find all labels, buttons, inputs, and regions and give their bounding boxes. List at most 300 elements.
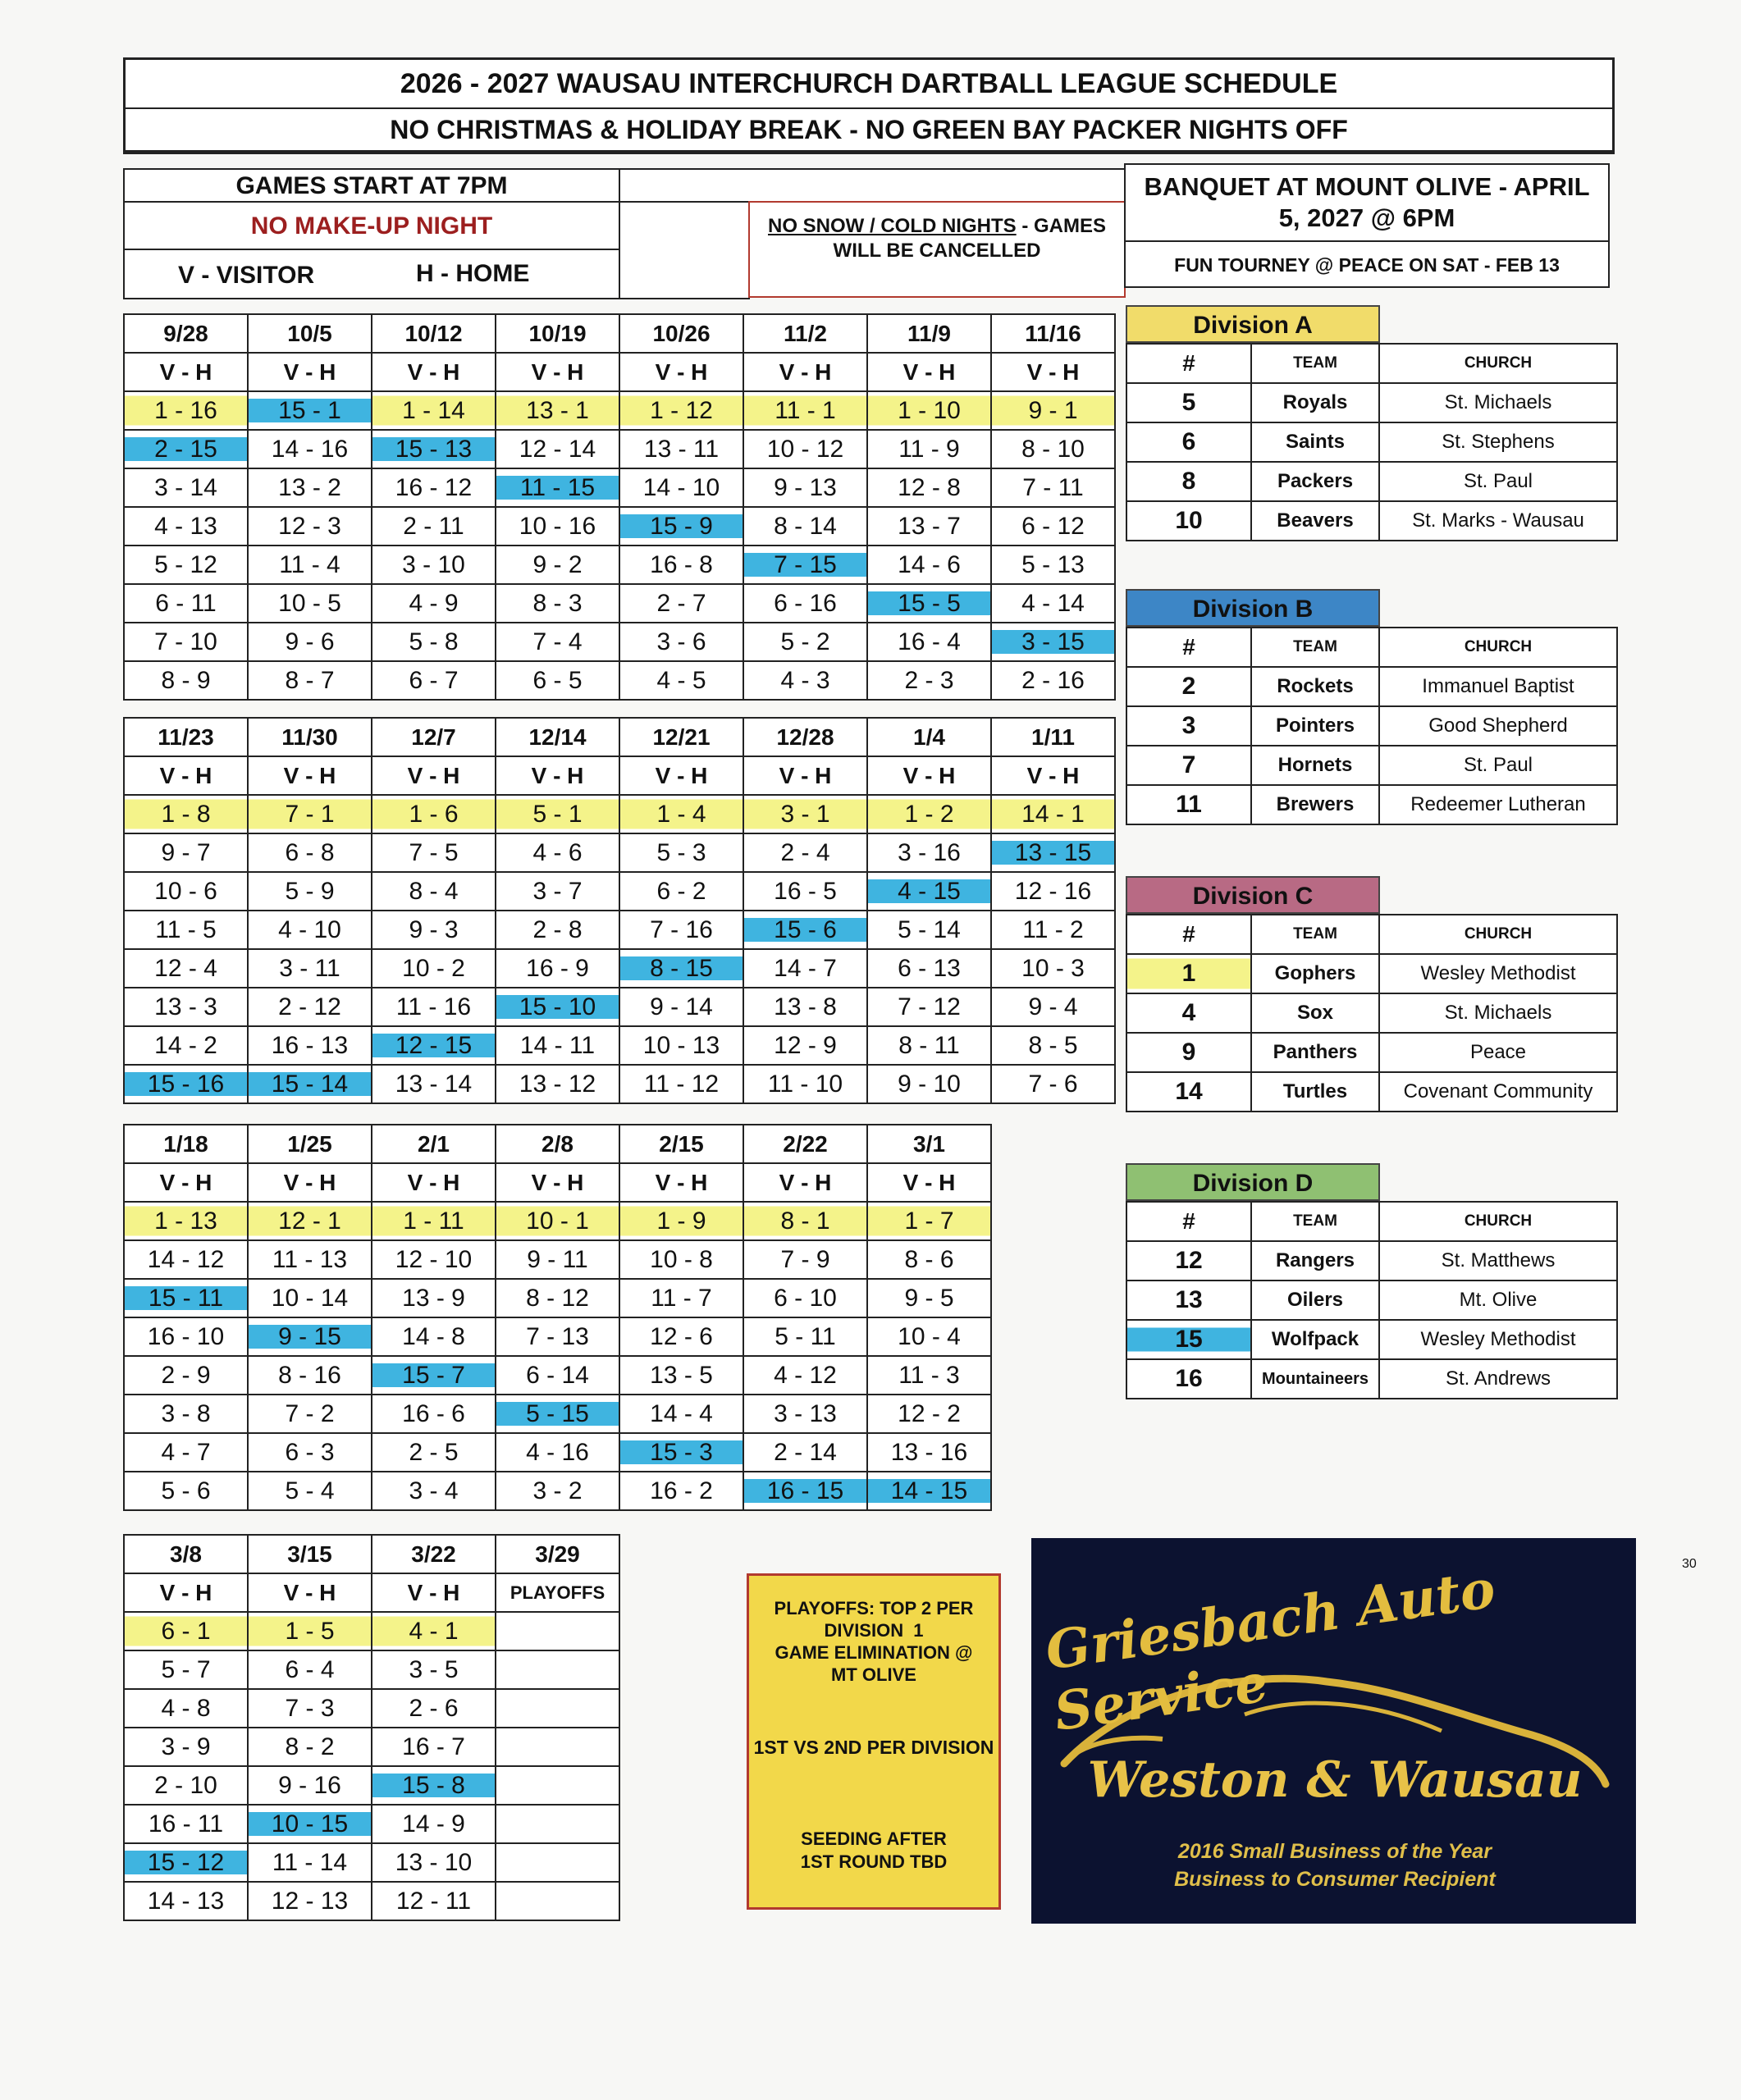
matchup-cell: 16 - 6 (372, 1395, 496, 1433)
team-num: 4 (1126, 993, 1251, 1033)
matchup-cell: 15 - 5 (867, 584, 991, 623)
matchup-cell: 8 - 12 (496, 1279, 619, 1317)
matchup-cell: 3 - 6 (619, 623, 743, 661)
team-team: Turtles (1251, 1072, 1379, 1112)
visitor-home-header: V - H (124, 1163, 248, 1202)
matchup-cell: 6 - 7 (372, 661, 496, 700)
matchup-cell: 10 - 3 (991, 949, 1115, 988)
visitor-home-header: V - H (867, 756, 991, 795)
team-row (1126, 746, 1617, 785)
matchup-cell: 16 - 7 (372, 1728, 496, 1766)
team-num: 13 (1126, 1281, 1251, 1320)
matchup-cell: 15 - 13 (372, 430, 496, 468)
visitor-home-header: V - H (743, 756, 867, 795)
playoffs-box (747, 1573, 1001, 1910)
schedule-row (124, 1882, 619, 1920)
team-church: Immanuel Baptist (1379, 667, 1617, 706)
visitor-home-header: V - H (372, 1573, 496, 1612)
schedule-block-1 (123, 313, 1116, 701)
team-num: 2 (1126, 667, 1251, 706)
team-team: Pointers (1251, 706, 1379, 746)
team-num: 15 (1126, 1320, 1251, 1359)
matchup-cell: 10 - 2 (372, 949, 496, 988)
column-header-team: TEAM (1251, 344, 1379, 383)
matchup-cell: 10 - 16 (496, 507, 619, 546)
matchup-cell: 9 - 16 (248, 1766, 372, 1805)
schedule-row (124, 546, 1115, 584)
visitor-home-header: V - H (248, 353, 372, 391)
column-header-num: # (1126, 344, 1251, 383)
matchup-cell: 16 - 11 (124, 1805, 248, 1843)
column-header-num: # (1126, 1202, 1251, 1241)
matchup-cell: 10 - 13 (619, 1026, 743, 1065)
matchup-cell: 10 - 6 (124, 872, 248, 911)
date-header: 12/7 (372, 718, 496, 756)
matchup-cell: 12 - 15 (372, 1026, 496, 1065)
schedule-block-2 (123, 717, 1116, 1104)
date-header: 1/11 (991, 718, 1115, 756)
matchup-cell: 13 - 15 (991, 833, 1115, 872)
matchup-cell: 7 - 6 (991, 1065, 1115, 1103)
visitor-home-header: V - H (124, 756, 248, 795)
team-team: Rangers (1251, 1241, 1379, 1281)
matchup-cell: 3 - 9 (124, 1728, 248, 1766)
team-row (1126, 1241, 1617, 1281)
matchup-cell: 1 - 2 (867, 795, 991, 833)
matchup-cell: 12 - 14 (496, 430, 619, 468)
matchup-cell (496, 1882, 619, 1920)
schedule-row (124, 430, 1115, 468)
matchup-cell: 11 - 4 (248, 546, 372, 584)
schedule-row (124, 1728, 619, 1766)
matchup-cell: 8 - 2 (248, 1728, 372, 1766)
matchup-cell: 7 - 1 (248, 795, 372, 833)
team-church: St. Andrews (1379, 1359, 1617, 1399)
matchup-cell: 12 - 16 (991, 872, 1115, 911)
team-row (1126, 1033, 1617, 1072)
matchup-cell: 13 - 8 (743, 988, 867, 1026)
matchup-cell: 9 - 4 (991, 988, 1115, 1026)
matchup-cell: 14 - 12 (124, 1240, 248, 1279)
team-team: Mountaineers (1251, 1359, 1379, 1399)
team-church: St. Paul (1379, 462, 1617, 501)
matchup-cell: 5 - 9 (248, 872, 372, 911)
team-row (1126, 706, 1617, 746)
matchup-cell: 14 - 7 (743, 949, 867, 988)
team-church: St. Stephens (1379, 422, 1617, 462)
matchup-cell: 7 - 4 (496, 623, 619, 661)
date-header: 11/16 (991, 314, 1115, 353)
visitor-legend: V - VISITOR (178, 262, 315, 289)
matchup-cell: 5 - 12 (124, 546, 248, 584)
matchup-cell: 15 - 14 (248, 1065, 372, 1103)
team-row (1126, 785, 1617, 824)
schedule-row (124, 1065, 1115, 1103)
matchup-cell: 1 - 16 (124, 391, 248, 430)
matchup-cell: 3 - 7 (496, 872, 619, 911)
team-num: 11 (1126, 785, 1251, 824)
team-row (1126, 501, 1617, 541)
matchup-cell: 13 - 10 (372, 1843, 496, 1882)
matchup-cell: 9 - 2 (496, 546, 619, 584)
team-church: Covenant Community (1379, 1072, 1617, 1112)
team-num: 8 (1126, 462, 1251, 501)
schedule-block-4 (123, 1534, 620, 1921)
matchup-cell: 9 - 13 (743, 468, 867, 507)
matchup-cell: 8 - 5 (991, 1026, 1115, 1065)
date-header: 3/15 (248, 1535, 372, 1573)
team-row (1126, 1320, 1617, 1359)
matchup-cell: 12 - 11 (372, 1882, 496, 1920)
playoffs-line-1b: 1 (913, 1620, 924, 1641)
matchup-cell: 5 - 6 (124, 1472, 248, 1510)
matchup-cell: 4 - 10 (248, 911, 372, 949)
schedule-row (124, 1026, 1115, 1065)
matchup-cell: 14 - 15 (867, 1472, 991, 1510)
sponsor-location: Weston & Wausau (1087, 1751, 1583, 1809)
visitor-home-header: V - H (124, 1573, 248, 1612)
division-table (1126, 1201, 1618, 1399)
matchup-cell: 8 - 10 (991, 430, 1115, 468)
matchup-cell: 15 - 10 (496, 988, 619, 1026)
matchup-cell: 16 - 10 (124, 1317, 248, 1356)
matchup-cell: 14 - 6 (867, 546, 991, 584)
matchup-cell: 4 - 8 (124, 1689, 248, 1728)
team-church: Wesley Methodist (1379, 1320, 1617, 1359)
matchup-cell: 7 - 12 (867, 988, 991, 1026)
visitor-home-header: V - H (867, 1163, 991, 1202)
team-church: St. Paul (1379, 746, 1617, 785)
matchup-cell: 4 - 12 (743, 1356, 867, 1395)
team-church: St. Michaels (1379, 993, 1617, 1033)
matchup-cell: 2 - 6 (372, 1689, 496, 1728)
matchup-cell: 6 - 14 (496, 1356, 619, 1395)
matchup-cell: 2 - 14 (743, 1433, 867, 1472)
matchup-cell: 16 - 8 (619, 546, 743, 584)
matchup-cell: 2 - 4 (743, 833, 867, 872)
matchup-cell: 12 - 4 (124, 949, 248, 988)
visitor-home-header: V - H (743, 1163, 867, 1202)
matchup-cell: 12 - 1 (248, 1202, 372, 1240)
team-row (1126, 954, 1617, 993)
column-header-num: # (1126, 915, 1251, 954)
column-header-num: # (1126, 628, 1251, 667)
matchup-cell: 7 - 10 (124, 623, 248, 661)
date-header: 10/5 (248, 314, 372, 353)
team-num: 9 (1126, 1033, 1251, 1072)
team-row (1126, 1359, 1617, 1399)
matchup-cell: 4 - 3 (743, 661, 867, 700)
schedule-row (124, 833, 1115, 872)
matchup-cell: 9 - 6 (248, 623, 372, 661)
matchup-cell: 3 - 15 (991, 623, 1115, 661)
matchup-cell (496, 1843, 619, 1882)
matchup-cell: 8 - 6 (867, 1240, 991, 1279)
matchup-cell: 5 - 7 (124, 1650, 248, 1689)
matchup-cell: 8 - 15 (619, 949, 743, 988)
date-header: 11/9 (867, 314, 991, 353)
division-title: Division A (1126, 305, 1380, 343)
matchup-cell: 10 - 5 (248, 584, 372, 623)
matchup-cell: 1 - 4 (619, 795, 743, 833)
matchup-cell: 3 - 16 (867, 833, 991, 872)
matchup-cell (496, 1612, 619, 1650)
team-team: Packers (1251, 462, 1379, 501)
playoffs-label: PLAYOFFS (496, 1573, 619, 1612)
division-title: Division D (1126, 1163, 1380, 1201)
schedule-row (124, 391, 1115, 430)
matchup-cell: 1 - 6 (372, 795, 496, 833)
matchup-cell (496, 1766, 619, 1805)
matchup-cell: 3 - 14 (124, 468, 248, 507)
team-row (1126, 993, 1617, 1033)
date-header: 1/4 (867, 718, 991, 756)
matchup-cell: 8 - 1 (743, 1202, 867, 1240)
matchup-cell: 11 - 9 (867, 430, 991, 468)
schedule-row (124, 661, 1115, 700)
division-title: Division C (1126, 876, 1380, 914)
matchup-cell: 13 - 3 (124, 988, 248, 1026)
visitor-home-header: V - H (248, 756, 372, 795)
playoffs-line-1: PLAYOFFS: TOP 2 PER DIVISION (774, 1598, 974, 1641)
team-num: 14 (1126, 1072, 1251, 1112)
matchup-cell: 5 - 4 (248, 1472, 372, 1510)
team-num: 10 (1126, 501, 1251, 541)
matchup-cell: 7 - 2 (248, 1395, 372, 1433)
matchup-cell: 5 - 3 (619, 833, 743, 872)
matchup-cell (496, 1650, 619, 1689)
matchup-cell: 6 - 13 (867, 949, 991, 988)
matchup-cell: 6 - 8 (248, 833, 372, 872)
team-num: 6 (1126, 422, 1251, 462)
home-legend: H - HOME (416, 260, 530, 287)
matchup-cell: 8 - 16 (248, 1356, 372, 1395)
matchup-cell: 6 - 3 (248, 1433, 372, 1472)
matchup-cell: 15 - 3 (619, 1433, 743, 1472)
matchup-cell: 1 - 12 (619, 391, 743, 430)
team-church: St. Matthews (1379, 1241, 1617, 1281)
date-header: 11/2 (743, 314, 867, 353)
matchup-cell (496, 1805, 619, 1843)
date-header: 12/21 (619, 718, 743, 756)
date-header: 2/8 (496, 1125, 619, 1163)
matchup-cell: 6 - 2 (619, 872, 743, 911)
matchup-cell: 8 - 14 (743, 507, 867, 546)
matchup-cell: 4 - 5 (619, 661, 743, 700)
matchup-cell: 7 - 15 (743, 546, 867, 584)
column-header-church: CHURCH (1379, 1202, 1617, 1241)
matchup-cell: 8 - 3 (496, 584, 619, 623)
matchup-cell: 15 - 6 (743, 911, 867, 949)
column-header-church: CHURCH (1379, 344, 1617, 383)
matchup-cell: 1 - 8 (124, 795, 248, 833)
team-church: Good Shepherd (1379, 706, 1617, 746)
matchup-cell: 3 - 11 (248, 949, 372, 988)
matchup-cell: 3 - 2 (496, 1472, 619, 1510)
team-church: St. Michaels (1379, 383, 1617, 422)
visitor-home-header: V - H (372, 1163, 496, 1202)
matchup-cell: 1 - 13 (124, 1202, 248, 1240)
matchup-cell: 14 - 1 (991, 795, 1115, 833)
date-header: 10/26 (619, 314, 743, 353)
matchup-cell: 15 - 12 (124, 1843, 248, 1882)
team-row (1126, 1281, 1617, 1320)
visitor-home-header: V - H (496, 353, 619, 391)
visitor-home-header: V - H (619, 756, 743, 795)
schedule-row (124, 1317, 991, 1356)
team-row (1126, 1072, 1617, 1112)
matchup-cell: 4 - 13 (124, 507, 248, 546)
matchup-cell (496, 1689, 619, 1728)
matchup-cell: 3 - 8 (124, 1395, 248, 1433)
matchup-cell: 9 - 7 (124, 833, 248, 872)
team-church: Peace (1379, 1033, 1617, 1072)
visitor-home-header: V - H (619, 1163, 743, 1202)
schedule-header (123, 57, 1615, 154)
sponsor-ad (1031, 1538, 1636, 1924)
team-team: Beavers (1251, 501, 1379, 541)
date-header: 12/28 (743, 718, 867, 756)
division-table (1126, 627, 1618, 825)
matchup-cell: 13 - 14 (372, 1065, 496, 1103)
matchup-cell: 11 - 15 (496, 468, 619, 507)
visitor-home-header: V - H (619, 353, 743, 391)
team-team: Royals (1251, 383, 1379, 422)
info-grid (123, 168, 1610, 299)
matchup-cell: 5 - 11 (743, 1317, 867, 1356)
page-number: 30 (1682, 1557, 1697, 1571)
team-num: 3 (1126, 706, 1251, 746)
matchup-cell: 9 - 3 (372, 911, 496, 949)
matchup-cell: 4 - 15 (867, 872, 991, 911)
matchup-cell: 13 - 9 (372, 1279, 496, 1317)
schedule-row (124, 988, 1115, 1026)
matchup-cell: 2 - 16 (991, 661, 1115, 700)
matchup-cell: 2 - 10 (124, 1766, 248, 1805)
matchup-cell: 4 - 9 (372, 584, 496, 623)
matchup-cell: 7 - 5 (372, 833, 496, 872)
visitor-home-header: V - H (991, 353, 1115, 391)
schedule-row (124, 1650, 619, 1689)
matchup-cell: 14 - 9 (372, 1805, 496, 1843)
matchup-cell: 2 - 11 (372, 507, 496, 546)
matchup-cell: 14 - 13 (124, 1882, 248, 1920)
matchup-cell: 13 - 11 (619, 430, 743, 468)
visitor-home-header: V - H (248, 1573, 372, 1612)
team-team: Gophers (1251, 954, 1379, 993)
schedule-row (124, 1433, 991, 1472)
matchup-cell: 11 - 7 (619, 1279, 743, 1317)
matchup-cell: 10 - 12 (743, 430, 867, 468)
fun-tourney-note: FUN TOURNEY @ PEACE ON SAT - FEB 13 (1174, 254, 1560, 276)
matchup-cell: 9 - 15 (248, 1317, 372, 1356)
column-header-church: CHURCH (1379, 915, 1617, 954)
matchup-cell: 1 - 7 (867, 1202, 991, 1240)
team-row (1126, 383, 1617, 422)
matchup-cell: 14 - 10 (619, 468, 743, 507)
matchup-cell: 6 - 10 (743, 1279, 867, 1317)
date-header: 1/25 (248, 1125, 372, 1163)
matchup-cell: 7 - 9 (743, 1240, 867, 1279)
matchup-cell: 11 - 16 (372, 988, 496, 1026)
matchup-cell: 13 - 12 (496, 1065, 619, 1103)
division-table (1126, 914, 1618, 1112)
matchup-cell: 4 - 1 (372, 1612, 496, 1650)
date-header: 1/18 (124, 1125, 248, 1163)
matchup-cell: 15 - 8 (372, 1766, 496, 1805)
schedule-row (124, 507, 1115, 546)
schedule-row (124, 1689, 619, 1728)
matchup-cell: 4 - 16 (496, 1433, 619, 1472)
visitor-home-header: V - H (372, 353, 496, 391)
schedule-row (124, 1612, 619, 1650)
playoffs-line-2: GAME ELIMINATION @ MT OLIVE (775, 1642, 973, 1685)
matchup-cell: 13 - 5 (619, 1356, 743, 1395)
schedule-row (124, 1202, 991, 1240)
matchup-cell: 11 - 1 (743, 391, 867, 430)
division-title: Division B (1126, 589, 1380, 627)
playoffs-line-4: SEEDING AFTER 1ST ROUND TBD (800, 1828, 948, 1872)
date-header: 10/19 (496, 314, 619, 353)
team-row (1126, 422, 1617, 462)
matchup-cell: 1 - 10 (867, 391, 991, 430)
team-row (1126, 462, 1617, 501)
matchup-cell: 3 - 4 (372, 1472, 496, 1510)
date-header: 2/22 (743, 1125, 867, 1163)
matchup-cell: 10 - 8 (619, 1240, 743, 1279)
team-church: Wesley Methodist (1379, 954, 1617, 993)
matchup-cell: 2 - 15 (124, 430, 248, 468)
matchup-cell: 12 - 9 (743, 1026, 867, 1065)
matchup-cell: 5 - 1 (496, 795, 619, 833)
matchup-cell: 6 - 16 (743, 584, 867, 623)
date-header: 3/22 (372, 1535, 496, 1573)
team-team: Panthers (1251, 1033, 1379, 1072)
matchup-cell: 13 - 2 (248, 468, 372, 507)
banquet-note: BANQUET AT MOUNT OLIVE - APRIL 5, 2027 @ 6PM (1144, 172, 1590, 232)
matchup-cell: 8 - 7 (248, 661, 372, 700)
schedule-row (124, 623, 1115, 661)
matchup-cell: 5 - 14 (867, 911, 991, 949)
matchup-cell: 16 - 15 (743, 1472, 867, 1510)
matchup-cell: 12 - 3 (248, 507, 372, 546)
matchup-cell: 7 - 13 (496, 1317, 619, 1356)
matchup-cell: 16 - 5 (743, 872, 867, 911)
matchup-cell: 13 - 16 (867, 1433, 991, 1472)
matchup-cell: 3 - 5 (372, 1650, 496, 1689)
matchup-cell: 8 - 9 (124, 661, 248, 700)
column-header-team: TEAM (1251, 915, 1379, 954)
date-header: 3/1 (867, 1125, 991, 1163)
matchup-cell: 13 - 7 (867, 507, 991, 546)
team-church: St. Marks - Wausau (1379, 501, 1617, 541)
matchup-cell: 16 - 4 (867, 623, 991, 661)
team-team: Wolfpack (1251, 1320, 1379, 1359)
snow-note-rest: - GAMES WILL BE CANCELLED (833, 215, 1106, 262)
matchup-cell: 2 - 9 (124, 1356, 248, 1395)
schedule-row (124, 949, 1115, 988)
visitor-home-header: V - H (496, 756, 619, 795)
matchup-cell: 3 - 13 (743, 1395, 867, 1433)
matchup-cell: 16 - 12 (372, 468, 496, 507)
matchup-cell: 15 - 16 (124, 1065, 248, 1103)
date-header: 2/1 (372, 1125, 496, 1163)
no-makeup-note: NO MAKE-UP NIGHT (250, 212, 493, 240)
matchup-cell: 12 - 10 (372, 1240, 496, 1279)
team-church: Mt. Olive (1379, 1281, 1617, 1320)
snow-note-label: NO SNOW / COLD NIGHTS (767, 215, 1017, 237)
team-row (1126, 667, 1617, 706)
